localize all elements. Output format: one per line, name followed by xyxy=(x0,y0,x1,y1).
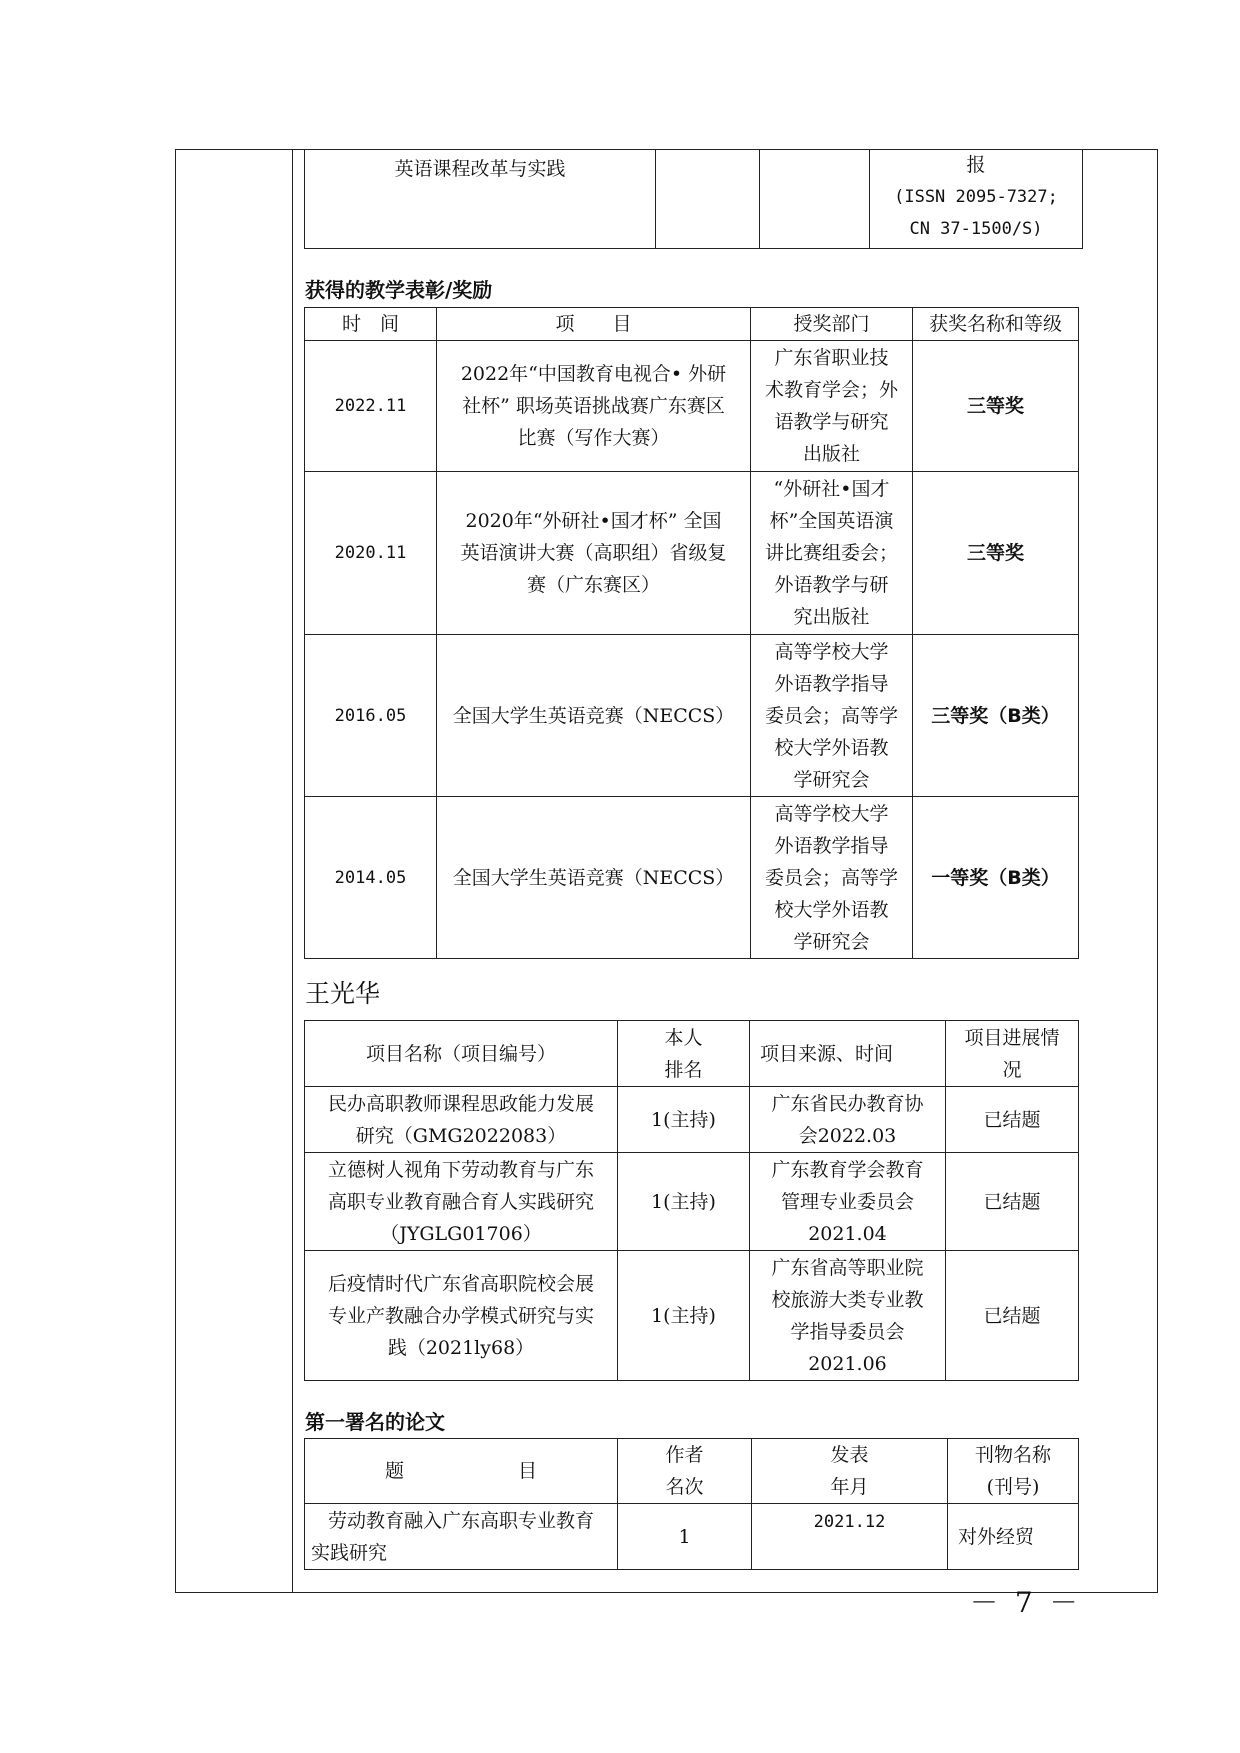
papers-heading: 第一署名的论文 xyxy=(305,1410,445,1434)
awards-header-project: 项 目 xyxy=(437,308,751,341)
project-status: 已结题 xyxy=(946,1251,1079,1381)
left-column-divider xyxy=(292,149,293,1593)
projects-header-source: 项目来源、时间 xyxy=(750,1021,946,1087)
projects-header-row xyxy=(305,1021,1079,1087)
award-level: 三等奖 xyxy=(913,341,1079,472)
awards-table xyxy=(304,307,1079,959)
award-dept: 高等学校大学 外语教学指导 委员会；高等学 校大学外语教 学研究会 xyxy=(751,635,913,797)
paper-author-rank: 1 xyxy=(618,1504,752,1570)
awards-header-time: 时 间 xyxy=(305,308,437,341)
award-dept: 广东省职业技 术教育学会；外 语教学与研究 出版社 xyxy=(751,341,913,472)
awards-heading: 获得的教学表彰/奖励 xyxy=(305,278,493,302)
projects-header-name: 项目名称（项目编号） xyxy=(305,1021,618,1087)
project-source: 广东省高等职业院 校旅游大类专业教 学指导委员会 2021.06 xyxy=(750,1251,946,1381)
project-source: 广东省民办教育协 会2022.03 xyxy=(750,1087,946,1153)
table-row xyxy=(305,635,1079,797)
paper-title: 劳动教育融入广东高职专业教育 实践研究 xyxy=(305,1504,618,1570)
top-table-empty-cell xyxy=(760,149,870,248)
project-name: 立德树人视角下劳动教育与广东 高职专业教育融合育人实践研究 （JYGLG01706） xyxy=(305,1153,618,1251)
paper-journal: 对外经贸 xyxy=(948,1504,1079,1570)
table-row xyxy=(305,472,1079,635)
page-number: － 7 － xyxy=(970,1586,1082,1619)
award-project: 2022年“中国教育电视合• 外研 社杯” 职场英语挑战赛广东赛区 比赛（写作大赛） xyxy=(437,341,751,472)
table-row xyxy=(305,341,1079,472)
projects-header-status: 项目进展情 况 xyxy=(946,1021,1079,1087)
projects-header-rank: 本人 排名 xyxy=(618,1021,750,1087)
table-row xyxy=(305,1087,1079,1153)
papers-header-row xyxy=(305,1439,1079,1504)
award-project: 全国大学生英语竞赛（NECCS） xyxy=(437,797,751,959)
top-table xyxy=(304,149,1083,249)
project-rank: 1(主持) xyxy=(618,1087,750,1153)
award-project: 2020年“外研社•国才杯” 全国 英语演讲大赛（高职组）省级复 赛（广东赛区） xyxy=(437,472,751,635)
awards-header-row xyxy=(305,308,1079,341)
award-time: 2014.05 xyxy=(305,797,437,959)
project-status: 已结题 xyxy=(946,1153,1079,1251)
award-time: 2016.05 xyxy=(305,635,437,797)
award-time: 2020.11 xyxy=(305,472,437,635)
papers-header-author: 作者 名次 xyxy=(618,1439,752,1504)
awards-header-dept: 授奖部门 xyxy=(751,308,913,341)
award-level: 三等奖（B类） xyxy=(913,635,1079,797)
paper-date: 2021.12 xyxy=(752,1504,948,1570)
person-name: 王光华 xyxy=(305,979,381,1008)
project-status: 已结题 xyxy=(946,1087,1079,1153)
papers-header-date: 发表 年月 xyxy=(752,1439,948,1504)
top-table-empty-cell xyxy=(656,149,760,248)
project-name: 民办高职教师课程思政能力发展 研究（GMG2022083） xyxy=(305,1087,618,1153)
table-row xyxy=(305,1251,1079,1381)
papers-header-title: 题 目 xyxy=(305,1439,618,1504)
project-rank: 1(主持) xyxy=(618,1153,750,1251)
award-dept: “外研社•国才 杯”全国英语演 讲比赛组委会； 外语教学与研 究出版社 xyxy=(751,472,913,635)
table-row xyxy=(305,1504,1079,1570)
award-time: 2022.11 xyxy=(305,341,437,472)
table-row xyxy=(305,1153,1079,1251)
award-dept: 高等学校大学 外语教学指导 委员会；高等学 校大学外语教 学研究会 xyxy=(751,797,913,959)
award-project: 全国大学生英语竞赛（NECCS） xyxy=(437,635,751,797)
papers-table xyxy=(304,1438,1079,1570)
papers-header-journal: 刊物名称 (刊号) xyxy=(948,1439,1079,1504)
projects-table xyxy=(304,1020,1079,1381)
project-name: 后疫情时代广东省高职院校会展 专业产教融合办学模式研究与实 践（2021ly68） xyxy=(305,1251,618,1381)
table-row xyxy=(305,797,1079,959)
project-source: 广东教育学会教育 管理专业委员会 2021.04 xyxy=(750,1153,946,1251)
award-level: 一等奖（B类） xyxy=(913,797,1079,959)
project-rank: 1(主持) xyxy=(618,1251,750,1381)
awards-header-level: 获奖名称和等级 xyxy=(913,308,1079,341)
award-level: 三等奖 xyxy=(913,472,1079,635)
top-table-title-cell: 英语课程改革与实践 xyxy=(305,149,656,248)
top-table-journal-cell: 报 (ISSN 2095-7327; CN 37-1500/S) xyxy=(870,149,1083,248)
